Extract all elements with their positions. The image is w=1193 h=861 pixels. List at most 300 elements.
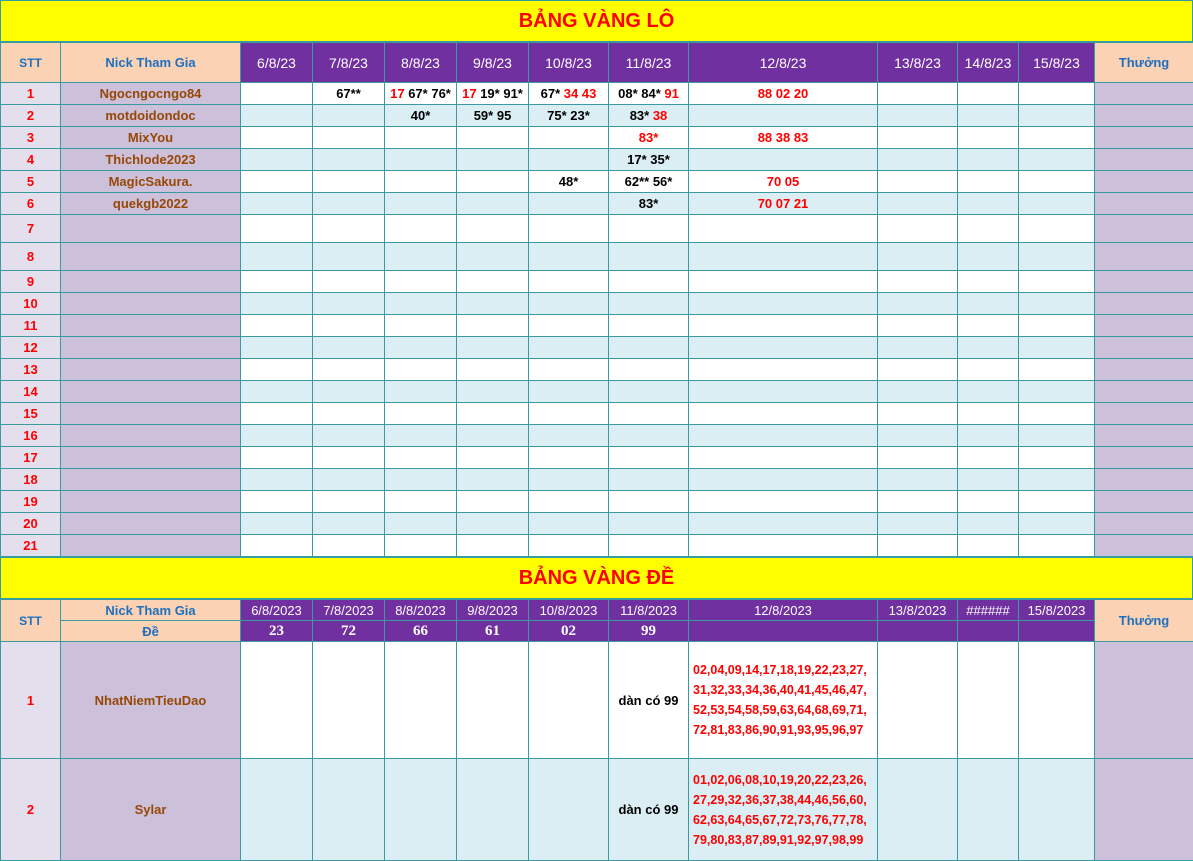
de-result	[878, 621, 958, 642]
pick-cell	[529, 149, 609, 171]
pick-number: 08* 84*	[618, 86, 661, 101]
nick-name: NhatNiemTieuDao	[61, 642, 241, 759]
pick-cell	[1019, 315, 1095, 337]
pick-cell	[609, 337, 689, 359]
pick-cell	[241, 425, 313, 447]
thuong-cell	[1095, 83, 1193, 105]
pick-cell	[457, 171, 529, 193]
pick-cell	[313, 243, 385, 271]
pick-cell	[958, 491, 1019, 513]
pick-cell	[313, 513, 385, 535]
table-row	[1, 447, 1193, 469]
pick-cell	[313, 315, 385, 337]
table-row	[1, 105, 1193, 127]
table-row	[1, 243, 1193, 271]
pick-cell	[1019, 513, 1095, 535]
pick-cell	[689, 469, 878, 491]
date-header: 13/8/2023	[878, 600, 958, 621]
pick-cell	[958, 271, 1019, 293]
table-row	[1, 513, 1193, 535]
nick-name	[61, 315, 241, 337]
pick-cell	[609, 193, 689, 215]
thuong-cell	[1095, 105, 1193, 127]
cell	[1019, 759, 1095, 861]
pick-cell	[457, 105, 529, 127]
thuong-cell	[1095, 293, 1193, 315]
thuong-cell	[1095, 425, 1193, 447]
pick-cell	[1019, 271, 1095, 293]
pick-cell	[241, 271, 313, 293]
pick-cell	[457, 403, 529, 425]
pick-cell	[1019, 359, 1095, 381]
pick-cell	[878, 469, 958, 491]
pick-cell	[609, 403, 689, 425]
pick-cell	[1019, 469, 1095, 491]
pick-cell	[457, 271, 529, 293]
table-row	[1, 469, 1193, 491]
pick-cell	[1019, 127, 1095, 149]
pick-number: 17	[390, 86, 405, 101]
thuong-cell	[1095, 403, 1193, 425]
row-stt: 2	[1, 759, 61, 861]
pick-cell	[689, 83, 878, 105]
cell	[457, 759, 529, 861]
pick-cell	[609, 149, 689, 171]
row-stt: 7	[1, 215, 61, 243]
pick-cell	[313, 469, 385, 491]
pick-cell	[313, 425, 385, 447]
de-header-row	[1, 600, 1193, 621]
pick-cell	[609, 381, 689, 403]
pick-cell	[958, 513, 1019, 535]
pick-cell	[1019, 491, 1095, 513]
pick-cell	[958, 83, 1019, 105]
pick-cell	[1019, 381, 1095, 403]
date-header: 13/8/23	[878, 43, 958, 83]
de-result: 66	[385, 621, 457, 642]
cell	[878, 759, 958, 861]
row-stt: 6	[1, 193, 61, 215]
pick-cell	[241, 315, 313, 337]
stt-header: STT	[1, 43, 61, 83]
pick-cell	[241, 359, 313, 381]
de-result: 99	[609, 621, 689, 642]
pick-cell	[958, 447, 1019, 469]
thuong-header: Thưởng	[1095, 600, 1193, 642]
pick-cell	[609, 293, 689, 315]
thuong-cell	[1095, 149, 1193, 171]
date-header: 10/8/23	[529, 43, 609, 83]
pick-cell	[313, 271, 385, 293]
pick-cell	[609, 359, 689, 381]
pick-cell	[1019, 215, 1095, 243]
pick-cell	[689, 337, 878, 359]
row-stt: 17	[1, 447, 61, 469]
pick-cell	[958, 293, 1019, 315]
pick-cell	[689, 193, 878, 215]
thuong-cell	[1095, 469, 1193, 491]
pick-cell	[958, 381, 1019, 403]
de-result-row	[1, 621, 1193, 642]
thuong-cell	[1095, 447, 1193, 469]
nick-name: Ngocngocngo84	[61, 83, 241, 105]
pick-cell	[529, 293, 609, 315]
pick-number: 88 38 83	[757, 130, 809, 145]
pick-cell	[241, 105, 313, 127]
row-stt: 19	[1, 491, 61, 513]
nick-name	[61, 215, 241, 243]
pick-cell	[609, 447, 689, 469]
date-header: 8/8/2023	[385, 600, 457, 621]
pick-cell	[689, 315, 878, 337]
pick-cell	[457, 337, 529, 359]
table-row	[1, 149, 1193, 171]
pick-cell	[385, 425, 457, 447]
pick-cell	[313, 215, 385, 243]
pick-cell	[1019, 337, 1095, 359]
row-stt: 4	[1, 149, 61, 171]
pick-cell	[609, 83, 689, 105]
de-result: 02	[529, 621, 609, 642]
pick-number: 34 43	[560, 86, 597, 101]
date-header: 11/8/2023	[609, 600, 689, 621]
row-stt: 2	[1, 105, 61, 127]
pick-cell	[529, 127, 609, 149]
pick-cell	[457, 293, 529, 315]
pick-cell	[689, 271, 878, 293]
thuong-cell	[1095, 243, 1193, 271]
nick-name	[61, 469, 241, 491]
lo-table	[0, 42, 1193, 557]
pick-cell	[529, 83, 609, 105]
nick-name	[61, 513, 241, 535]
pick-number: 88 02 20	[757, 86, 809, 101]
pick-cell	[958, 337, 1019, 359]
nick-name: Thichlode2023	[61, 149, 241, 171]
nick-name: MixYou	[61, 127, 241, 149]
nick-name	[61, 403, 241, 425]
pick-cell	[878, 337, 958, 359]
thuong-cell	[1095, 271, 1193, 293]
pick-cell	[689, 447, 878, 469]
date-header: ######	[958, 600, 1019, 621]
pick-cell	[241, 293, 313, 315]
thuong-cell	[1095, 127, 1193, 149]
pick-cell	[529, 105, 609, 127]
row-stt: 18	[1, 469, 61, 491]
pick-cell	[878, 359, 958, 381]
pick-cell	[241, 171, 313, 193]
de-result: 23	[241, 621, 313, 642]
pick-cell	[241, 337, 313, 359]
pick-cell	[609, 469, 689, 491]
pick-number: 67**	[336, 86, 361, 101]
pick-cell	[385, 447, 457, 469]
pick-number: 83*	[638, 196, 659, 211]
pick-cell	[313, 83, 385, 105]
pick-cell	[689, 491, 878, 513]
de-title: BẢNG VÀNG ĐỀ	[0, 557, 1193, 599]
pick-cell	[609, 215, 689, 243]
row-stt: 10	[1, 293, 61, 315]
pick-cell	[313, 105, 385, 127]
pick-number: 91	[660, 86, 679, 101]
thuong-cell	[1095, 359, 1193, 381]
pick-cell	[385, 469, 457, 491]
pick-cell	[689, 215, 878, 243]
pick-cell	[457, 491, 529, 513]
nick-name: MagicSakura.	[61, 171, 241, 193]
pick-cell	[385, 215, 457, 243]
pick-cell	[1019, 447, 1095, 469]
table-row	[1, 491, 1193, 513]
pick-cell	[241, 215, 313, 243]
date-header: 7/8/2023	[313, 600, 385, 621]
cell	[958, 642, 1019, 759]
pick-cell	[878, 171, 958, 193]
row-stt: 3	[1, 127, 61, 149]
pick-number: 59* 95	[473, 108, 512, 123]
pick-cell	[1019, 149, 1095, 171]
cell	[529, 759, 609, 861]
date-header: 6/8/23	[241, 43, 313, 83]
date-header: 9/8/23	[457, 43, 529, 83]
table-row	[1, 359, 1193, 381]
de-result	[958, 621, 1019, 642]
pick-number: 70 07 21	[757, 196, 809, 211]
pick-cell	[241, 403, 313, 425]
pick-cell	[529, 447, 609, 469]
pick-cell	[529, 271, 609, 293]
pick-cell	[878, 447, 958, 469]
thuong-cell	[1095, 193, 1193, 215]
date-header: 8/8/23	[385, 43, 457, 83]
nick-name	[61, 243, 241, 271]
pick-cell	[241, 469, 313, 491]
nick-header: Nick Tham Gia	[61, 600, 241, 621]
pick-cell	[241, 447, 313, 469]
table-row	[1, 403, 1193, 425]
pick-cell	[958, 193, 1019, 215]
pick-cell	[689, 149, 878, 171]
date-header: 15/8/23	[1019, 43, 1095, 83]
pick-number: 40*	[410, 108, 431, 123]
pick-cell	[529, 403, 609, 425]
dan-cell: dàn có 99	[609, 642, 689, 759]
pick-cell	[241, 83, 313, 105]
pick-cell	[385, 293, 457, 315]
pick-cell	[529, 469, 609, 491]
cell	[313, 759, 385, 861]
pick-cell	[385, 535, 457, 557]
row-stt: 8	[1, 243, 61, 271]
table-row	[1, 215, 1193, 243]
de-label: Đề	[61, 621, 241, 642]
pick-cell	[241, 513, 313, 535]
pick-cell	[878, 425, 958, 447]
pick-cell	[241, 193, 313, 215]
thuong-cell	[1095, 171, 1193, 193]
pick-cell	[878, 193, 958, 215]
date-header: 12/8/23	[689, 43, 878, 83]
pick-cell	[958, 215, 1019, 243]
nick-name	[61, 425, 241, 447]
pick-cell	[457, 127, 529, 149]
dan-cell: dàn có 99	[609, 759, 689, 861]
row-stt: 13	[1, 359, 61, 381]
pick-cell	[529, 193, 609, 215]
pick-cell	[1019, 193, 1095, 215]
pick-cell	[385, 127, 457, 149]
pick-cell	[385, 83, 457, 105]
table-row	[1, 193, 1193, 215]
pick-cell	[385, 243, 457, 271]
pick-cell	[313, 293, 385, 315]
nick-name	[61, 491, 241, 513]
pick-cell	[958, 359, 1019, 381]
pick-number: 19* 91*	[476, 86, 523, 101]
pick-cell	[385, 337, 457, 359]
pick-cell	[878, 127, 958, 149]
pick-cell	[689, 243, 878, 271]
pick-cell	[457, 83, 529, 105]
pick-cell	[958, 105, 1019, 127]
table-row	[1, 315, 1193, 337]
table-row	[1, 271, 1193, 293]
cell	[241, 642, 313, 759]
stt-header: STT	[1, 600, 61, 642]
pick-cell	[313, 447, 385, 469]
pick-cell	[609, 243, 689, 271]
pick-cell	[878, 271, 958, 293]
pick-cell	[609, 491, 689, 513]
nick-header: Nick Tham Gia	[61, 43, 241, 83]
pick-cell	[313, 127, 385, 149]
pick-cell	[609, 425, 689, 447]
pick-cell	[958, 535, 1019, 557]
table-row	[1, 83, 1193, 105]
pick-cell	[609, 315, 689, 337]
table-row	[1, 127, 1193, 149]
pick-cell	[1019, 83, 1095, 105]
pick-cell	[313, 359, 385, 381]
pick-cell	[385, 381, 457, 403]
dan-numbers: 02,04,09,14,17,18,19,22,23,27, 31,32,33,34,36,40,41,45,46,47, 52,53,54,58,59,63,64,68,69,71, 72,81,83,86,90,91,93,95,96,97	[689, 642, 878, 759]
table-row	[1, 759, 1193, 861]
pick-cell	[958, 149, 1019, 171]
pick-cell	[385, 271, 457, 293]
pick-cell	[958, 243, 1019, 271]
pick-cell	[958, 403, 1019, 425]
thuong-cell	[1095, 215, 1193, 243]
row-stt: 15	[1, 403, 61, 425]
pick-number: 62** 56*	[624, 174, 673, 189]
pick-cell	[457, 447, 529, 469]
de-result	[1019, 621, 1095, 642]
pick-cell	[457, 243, 529, 271]
table-row	[1, 293, 1193, 315]
pick-cell	[1019, 535, 1095, 557]
nick-name	[61, 359, 241, 381]
pick-cell	[878, 243, 958, 271]
pick-cell	[457, 149, 529, 171]
thuong-cell	[1095, 491, 1193, 513]
pick-cell	[457, 193, 529, 215]
pick-cell	[609, 105, 689, 127]
pick-number: 67* 76*	[404, 86, 451, 101]
cell	[958, 759, 1019, 861]
pick-cell	[385, 171, 457, 193]
pick-number: 17	[462, 86, 477, 101]
nick-name	[61, 535, 241, 557]
pick-cell	[313, 171, 385, 193]
pick-cell	[878, 293, 958, 315]
date-header: 10/8/2023	[529, 600, 609, 621]
pick-number: 75* 23*	[547, 108, 590, 123]
thuong-cell	[1095, 381, 1193, 403]
nick-name: quekgb2022	[61, 193, 241, 215]
row-stt: 11	[1, 315, 61, 337]
pick-cell	[385, 193, 457, 215]
date-header: 12/8/2023	[689, 600, 878, 621]
pick-cell	[529, 215, 609, 243]
pick-cell	[313, 403, 385, 425]
pick-cell	[878, 403, 958, 425]
thuong-cell	[1095, 759, 1193, 861]
cell	[313, 642, 385, 759]
thuong-cell	[1095, 513, 1193, 535]
pick-cell	[313, 381, 385, 403]
pick-cell	[689, 293, 878, 315]
pick-cell	[457, 469, 529, 491]
pick-cell	[878, 535, 958, 557]
pick-cell	[385, 513, 457, 535]
row-stt: 20	[1, 513, 61, 535]
nick-name: motdoidondoc	[61, 105, 241, 127]
pick-cell	[958, 469, 1019, 491]
pick-cell	[689, 381, 878, 403]
pick-cell	[457, 425, 529, 447]
table-row	[1, 381, 1193, 403]
pick-cell	[241, 243, 313, 271]
pick-cell	[529, 337, 609, 359]
pick-cell	[958, 315, 1019, 337]
pick-cell	[385, 491, 457, 513]
pick-cell	[529, 491, 609, 513]
cell	[878, 642, 958, 759]
table-row	[1, 337, 1193, 359]
pick-cell	[609, 127, 689, 149]
pick-cell	[878, 491, 958, 513]
row-stt: 9	[1, 271, 61, 293]
lo-header-row	[1, 43, 1193, 83]
row-stt: 1	[1, 83, 61, 105]
pick-cell	[241, 127, 313, 149]
date-header: 14/8/23	[958, 43, 1019, 83]
pick-number: 70 05	[766, 174, 800, 189]
row-stt: 16	[1, 425, 61, 447]
lo-title: BẢNG VÀNG LÔ	[0, 0, 1193, 42]
pick-cell	[457, 535, 529, 557]
table-row	[1, 171, 1193, 193]
pick-cell	[609, 171, 689, 193]
pick-cell	[1019, 403, 1095, 425]
table-row	[1, 642, 1193, 759]
de-result	[689, 621, 878, 642]
pick-cell	[689, 171, 878, 193]
nick-name	[61, 337, 241, 359]
nick-name	[61, 381, 241, 403]
